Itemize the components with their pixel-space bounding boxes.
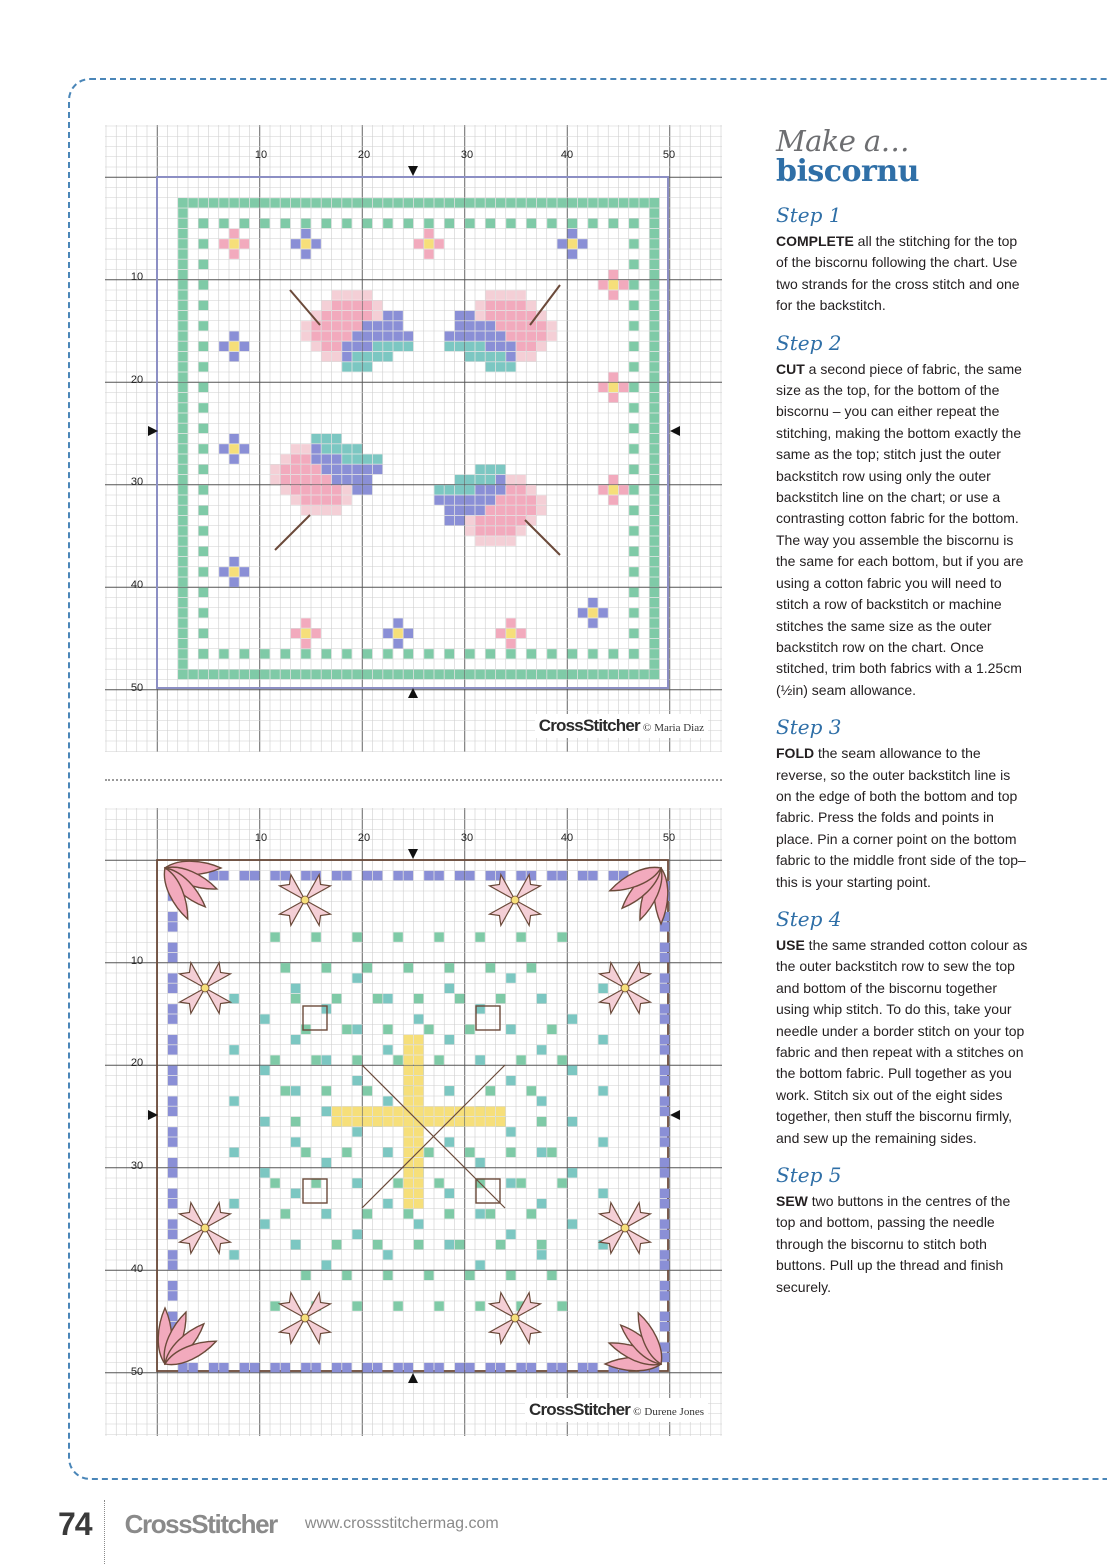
step-lead: SEW (776, 1193, 808, 1210)
article-title-line2: biscornu (776, 154, 919, 189)
step-2-text (776, 359, 1028, 702)
footer-separator (104, 1500, 105, 1564)
axis-left-20: 20 (130, 1057, 144, 1069)
footer-url: www.crossstitchermag.com (304, 1515, 499, 1532)
article-title-line1: Make a… (776, 124, 910, 158)
credit-brand: CrossStitcher (528, 1400, 631, 1419)
chart-butterflies (105, 125, 722, 752)
page-footer (58, 1500, 499, 1548)
axis-top-40: 40 (560, 149, 574, 161)
page-number: 74 (58, 1505, 92, 1542)
axis-top-20: 20 (357, 832, 371, 844)
step-body: all the stitching for the top of the biscornu following the chart. Use two strands for the cross stitch and one for the backstitch. (776, 233, 1020, 314)
credit-author: Durene Jones (644, 1406, 704, 1418)
axis-left-50: 50 (130, 1366, 144, 1378)
step-4-text (776, 935, 1028, 1149)
axis-top-40: 40 (560, 832, 574, 844)
step-lead: FOLD (776, 745, 815, 762)
step-lead: CUT (776, 360, 805, 377)
axis-left-40: 40 (130, 579, 144, 591)
step-2-heading: Step 2 (776, 330, 842, 355)
copyright-mark: © (633, 1406, 642, 1418)
axis-left-10: 10 (130, 955, 144, 967)
axis-top-10: 10 (254, 149, 268, 161)
chart-grid (105, 125, 722, 752)
footer-brand-logo: CrossStitcher (124, 1508, 277, 1539)
step-5-heading: Step 5 (776, 1163, 842, 1188)
axis-top-50: 50 (662, 149, 676, 161)
step-1-text (776, 231, 1028, 317)
step-body: the same stranded cotton colour as the outer backstitch row to sew the top and bottom of the biscornu together using whip stitch. To do this, take your needle under a border stitch on your top fabric and then repeat with a stitches on the bottom fabric. Pull together as you work. Stitch six out of the eight sides together, then stuff the biscornu firmly, and sew up the remaining sides. (776, 936, 1028, 1146)
step-lead: USE (776, 936, 805, 953)
step-lead: COMPLETE (776, 233, 854, 249)
axis-left-10: 10 (130, 271, 144, 283)
axis-left-20: 20 (130, 374, 144, 386)
axis-left-30: 30 (130, 1160, 144, 1172)
axis-top-20: 20 (357, 149, 371, 161)
step-1-heading: Step 1 (776, 203, 842, 227)
axis-left-40: 40 (130, 1263, 144, 1275)
axis-top-10: 10 (254, 832, 268, 844)
step-body: a second piece of fabric, the same size as the top, for the bottom of the biscornu – you can either repeat the stitching, making the bottom exactly the same as the top; stitch just the outer backstitch row using only the outer backstitch line on the chart; or use a contrasting cotton fabric for the bottom. The way you assemble the biscornu is the same for each bottom, but if you are using a cotton fabric you will need to stitch a row of backstitch or machine stitches the same size as the outer backstitch row on the chart. Once stitched, trim both fabrics with a 1.25cm (½in) seam allowance. (776, 360, 1024, 698)
step-3-heading: Step 3 (776, 715, 842, 740)
copyright-mark: © (642, 722, 652, 734)
step-body: two buttons in the centres of the top and bottom, passing the needle through the biscornu to stitch both buttons. Pull up the thread and finish securely. (776, 1193, 1011, 1295)
step-4-heading: Step 4 (776, 906, 842, 931)
chart-grid (105, 808, 722, 1436)
chart-floral-star (105, 808, 722, 1436)
step-body: the seam allowance to the reverse, so the outer backstitch line is on the edge of both the bottom and top fabric. Press the folds and points in place. Pin a corner point on the bottom fabric to the middle front side of the top– this is your starting point. (776, 745, 1026, 890)
axis-left-50: 50 (130, 682, 144, 694)
instructions-column (776, 124, 1028, 1298)
axis-top-30: 30 (460, 832, 474, 844)
step-3-text (776, 743, 1028, 893)
axis-top-50: 50 (662, 832, 676, 844)
credit-brand: CrossStitcher (538, 716, 640, 735)
axis-top-30: 30 (460, 149, 474, 161)
chart-credit (525, 1398, 708, 1422)
chart-divider (105, 779, 722, 781)
step-5-text (776, 1191, 1028, 1298)
axis-left-30: 30 (130, 476, 144, 488)
credit-author: Maria Diaz (654, 722, 704, 734)
floral-pattern (148, 849, 680, 1383)
chart-credit (535, 714, 708, 738)
